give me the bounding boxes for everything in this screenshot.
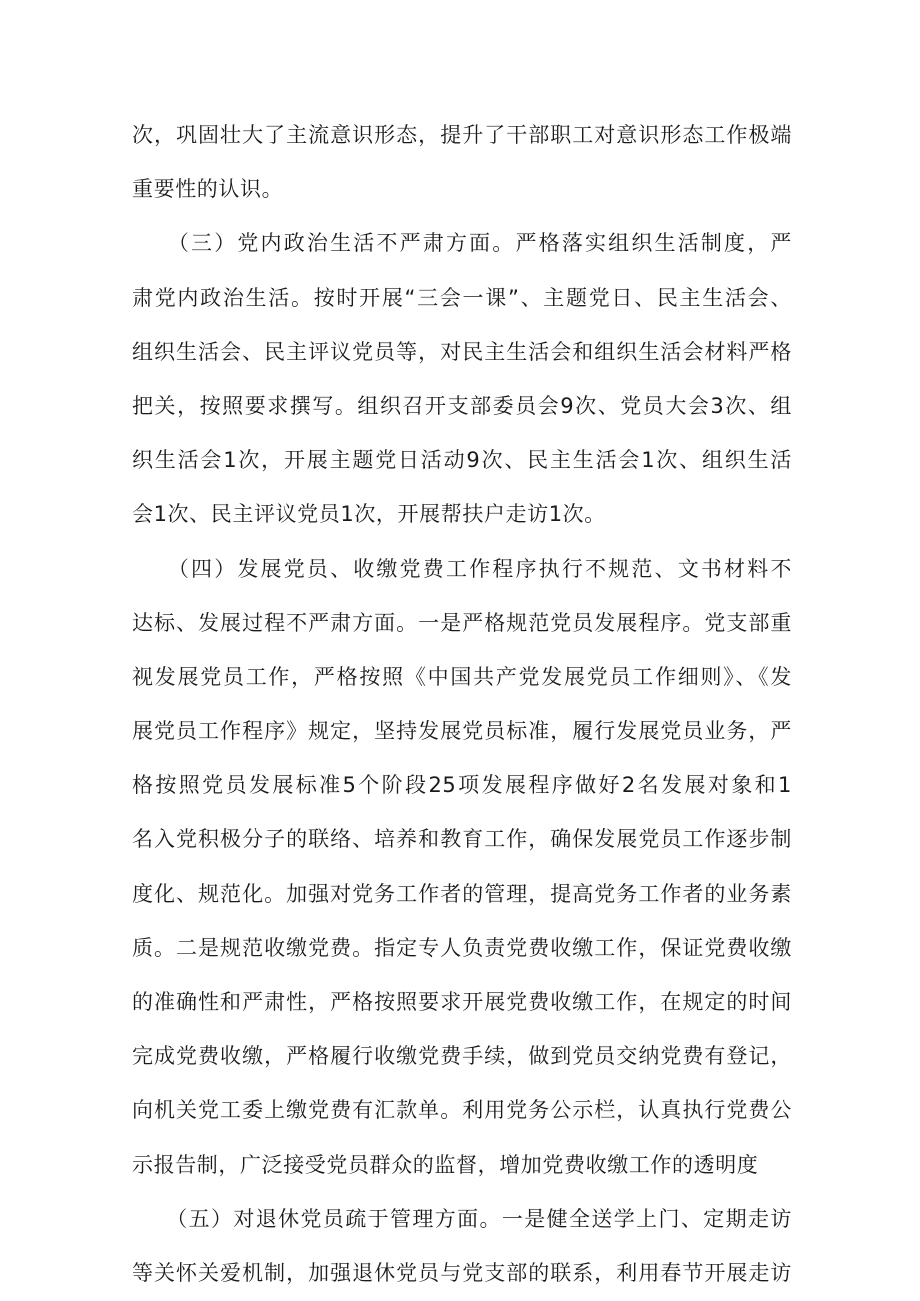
text-line: 达标、发展过程不严肃方面。一是严格规范党员发展程序。党支部重 (132, 610, 792, 635)
text-line: 把关，按照要求撰写。组织召开支部委员会9次、党员大会3次、组 (132, 393, 793, 418)
text-line: 格按照党员发展标准5个阶段25项发展程序做好2名发展对象和1 (132, 773, 792, 798)
text-line: 完成党费收缴，严格履行收缴党费手续，做到党员交纳党费有登记， (132, 1044, 792, 1069)
text-line: （三）党内政治生活不严肃方面。严格落实组织生活制度，严 (132, 231, 792, 256)
text-line: 次，巩固壮大了主流意识形态，提升了干部职工对意识形态工作极端 (132, 123, 792, 147)
text-line: 示报告制，广泛接受党员群众的监督，增加党费收缴工作的透明度 (132, 1152, 759, 1177)
text-line: 等关怀关爱机制，加强退休党员与党支部的联系，利用春节开展走访 (132, 1260, 792, 1285)
text-line: （四）发展党员、收缴党费工作程序执行不规范、文书材料不 (132, 556, 792, 581)
text-line: 名入党积极分子的联络、培养和教育工作，确保发展党员工作逐步制 (132, 827, 792, 852)
text-line: （五）对退休党员疏于管理方面。一是健全送学上门、定期走访 (132, 1206, 792, 1231)
text-line: 向机关党工委上缴党费有汇款单。利用党务公示栏，认真执行党费公 (132, 1098, 792, 1123)
text-line: 度化、规范化。加强对党务工作者的管理，提高党务工作者的业务素 (132, 881, 792, 906)
text-line: 会1次、民主评议党员1次，开展帮扶户走访1次。 (132, 502, 606, 527)
text-line: 组织生活会、民主评议党员等，对民主生活会和组织生活会材料严格 (132, 339, 792, 364)
text-line: 的准确性和严肃性，严格按照要求开展党费收缴工作，在规定的时间 (132, 990, 792, 1014)
text-line: 视发展党员工作，严格按照《中国共产党发展党员工作细则》、《发 (132, 664, 792, 689)
text-line: 展党员工作程序》规定，坚持发展党员标准，履行发展党员业务，严 (132, 719, 792, 744)
text-line: 重要性的认识。 (132, 177, 284, 202)
text-line: 质。二是规范收缴党费。指定专人负责党费收缴工作，保证党费收缴 (132, 935, 792, 960)
text-line: 肃党内政治生活。按时开展“三会一课”、主题党日、民主生活会、 (132, 285, 792, 310)
document-body (132, 108, 792, 1300)
text-line: 织生活会1次，开展主题党日活动9次、民主生活会1次、组织生活 (132, 448, 792, 473)
